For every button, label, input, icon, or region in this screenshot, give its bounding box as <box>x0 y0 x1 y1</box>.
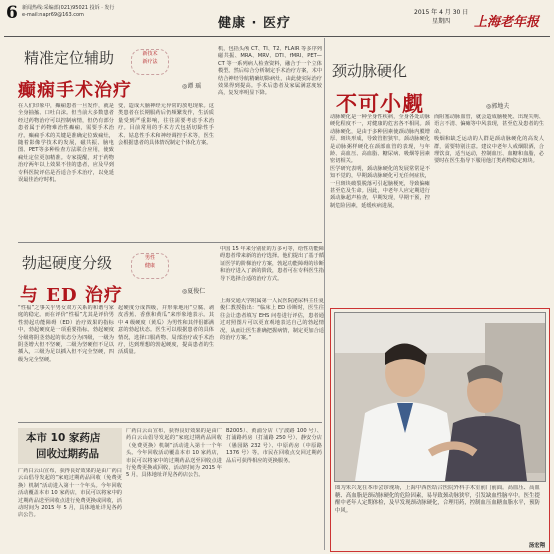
article2-byline: ◎夏俊仁 <box>182 288 206 295</box>
divider <box>18 422 322 423</box>
paragraph: 机，包括头颅 CT、TI、T2、FLAIR 等多序列磁共振、MRA、MRV、DTI、fMRI、PET—CT 等一系列病人检查资料，融合于一个立体模型。然后综合分析制定手术治疗方案，术中结合神经导航精确切除病灶，由此使实际治疗效果得到提高。手术后患者及家属满意度较高，复发率明显下降。 <box>218 46 322 97</box>
section-title: 健康 · 医疗 <box>218 16 291 31</box>
article1-body-col2 <box>118 103 214 237</box>
article2-body-col2 <box>118 305 214 417</box>
article2-body-col3 <box>220 246 324 294</box>
article2-headline: 与 ED 治疗 <box>20 285 123 306</box>
badge-line: 新技术 <box>142 51 158 57</box>
paragraph: 广药白云山宣布，获得良好效果的是由广药白云山倡导发起的“家庭过期药品回收（免费更换）机制”活动进入第十一个年头。今年回收活动覆盖本市 10 家药店，市民可以将家中的过期药品送至回收点进行免费更换或回收，活动时间为 2015 年 5 月，具体地址详见各药店公告。 <box>126 428 222 479</box>
photo-caption: 图为朱兴龙在本市会诊现场，上海中西医结合医院外科手术室前门前面。高血压、高血糖、高血脂是颈动脉硬化的危险因素，易导致颈动脉狭窄，引发缺血性脑卒中。医生提醒中老年人定期体检，及早发现颈动脉硬化，合理用药，控制血压血糖血脂水平，预防中风。 <box>335 485 540 514</box>
article1-body-col3 <box>218 46 322 236</box>
photo-frame <box>330 308 550 552</box>
paragraph: 变，造成大脑神经元异常的放电现象。这类患者在长期服药后仍频繁发作，生活质量受到严重影响，往往需要考虑手术治疗。目前常用的手术方式包括切除性手术、姑息性手术和神经调控手术等，医生会根据患者的具体情况制定个体化方案。 <box>118 103 214 147</box>
article3-kicker: 颈动脉硬化 <box>332 62 408 80</box>
photo-credit: 汤宏翔 <box>528 543 545 549</box>
paragraph: 在人们印象中，癫痫患者一旦发作，就是全身抽搐、口吐白沫。但当前大多数患者经过药物治疗可以控制病情，但仍有部分患者属于药物难治性癫痫，需要手术治疗。癫痫手术的关键是准确定位致痫灶，随着影像学技术的发展，磁共振、脑电图、PET等多种检查方法联合应用，使致痫灶定位更加精准。专家提醒，对于药物治疗两年以上效果不佳的患者，应及早到专科医院评估是否适合手术治疗，以免延误最佳治疗时机。 <box>18 103 114 184</box>
article2-kicker: 勃起硬度分级 <box>22 254 113 272</box>
page-number: 6 <box>6 3 18 23</box>
article1-byline: ◎谭 瑶 <box>182 83 202 90</box>
weekday: 星期四 <box>432 18 451 25</box>
paragraph: B2005）、黄浦分店（宁波路 100 号）、打浦路药房（打浦路 250 号）、静安分店（愚园路 232 号）、中原药房（中原路 1376 号）等。市民在回收点交回过期药品后可获得相应的更换服务。 <box>226 428 322 464</box>
divider <box>18 242 322 243</box>
article1-kicker: 精准定位辅助 <box>24 49 115 67</box>
hotline: 新闻热线:采编部(021)95021 投诉 · 发行 <box>22 5 115 11</box>
column-rule <box>324 38 325 550</box>
article3-byline: ◎郭地夫 <box>486 103 510 110</box>
article2-body-col4 <box>220 298 324 418</box>
badge-line: 新疗法 <box>142 59 158 65</box>
article3-headline: 不可小觑 <box>336 91 424 116</box>
paragraph: 中国 15 年来分别征的万多可等，给性功能障碍患者带来新的治疗选择。他们提出了基于循证医学的阶梯治疗方案，勃起功能障碍的诊断和治疗进入了新的阶段，患者可在专科医生指导下选择合适的治疗方式。 <box>220 246 324 282</box>
badge-new-tech <box>131 49 169 75</box>
badge-male-health <box>131 253 169 279</box>
article2-body <box>18 305 114 417</box>
badge-line: 男性 <box>144 255 155 261</box>
paragraph: 广药白云山宣布，获得良好效果的是由广药白云山倡导发起的“家庭过期药品回收（免费更换）机制”活动进入第十一个年头。今年回收活动覆盖本市 10 家药店，市民可以将家中的过期药品送至回收点进行免费更换或回收，活动时间为 2015 年 5 月，具体地址详见各药店公告。 <box>18 468 122 519</box>
article3-body <box>330 114 430 304</box>
notice-body-col3 <box>226 428 322 548</box>
article3-body-col2 <box>434 114 544 304</box>
paragraph: 吸烟和缺乏运动的人群是颈动脉硬化的高发人群，需要特别注意。建议中老年人戒烟限酒，合理饮食，适当运动，控制血压、血糖和血脂，必要时在医生指导下服用他汀类药物稳定斑块。 <box>434 136 544 165</box>
badge-line: 健康 <box>144 263 155 269</box>
paragraph: 上海交通大学附属第一人民医院泌尿科主任夏俊仁教授指出：“临床上 ED 诊断时，医生往往会让患者填写 EHS 问卷进行评估，患者通过对照图片可以更直观地表达自己的勃起情况，从而让医生准确把握病情，制定更加合适的治疗方案。” <box>220 298 324 342</box>
header-rule <box>4 36 550 37</box>
notice-heading-box <box>18 428 122 464</box>
date-box <box>414 8 468 26</box>
date: 2015 年 4 月 30 日 <box>414 9 469 16</box>
notice-body <box>18 468 122 548</box>
notice-headline-2: 回收过期药品 <box>36 448 99 460</box>
paragraph: 医学研究表明，颈动脉硬化的发展常常是不知不觉的，早期颈动脉硬化可无任何症状，一旦斑块破裂脱落可引起脑梗死，导致偏瘫甚至危及生命。因此，中老年人应定期进行颈动脉超声检查，早期发现，早期干预，控制危险因素，延缓疾病进展。 <box>330 165 430 209</box>
paragraph: 而阻塞动脉血管，就会造成脑梗死、出现失明、语言不清、偏瘫等中风表现，甚至危及患者的生命。 <box>434 114 544 135</box>
notice-headline-1: 本市 10 家药店 <box>26 432 101 444</box>
doctor-illustration <box>335 313 545 481</box>
paragraph: 起硬度分成四级，并形象地用“豆腐、剥皮香蕉、香蕉和黄瓜”来形象地表示。其中 4 级硬度（黄瓜）为男性和其伴侣都满意的勃起状态。医生可以根据患者的具体情况，选择口服药物、局部治疗或手术治疗，达到理想的勃起硬度，提高患者的生活质量。 <box>118 305 214 356</box>
brand-logo: 上海老年报 <box>474 15 540 30</box>
article1-body <box>18 103 114 237</box>
article1-headline: 癫痫手术治疗 <box>18 80 132 101</box>
paragraph: 动脉硬化是一种全身性疾病，全身各处动脉硬化程度不一，对健康的危害各不相同。颈动脉硬化，是由于多种因素使颈动脉内膜增厚、斑块形成，导致管腔狭窄。颈动脉硬化是动脉粥样硬化在颈部血管的表现，与年龄、高血压、高血脂、糖尿病、吸烟等因素密切相关。 <box>330 114 430 165</box>
paragraph: “性福”之事关乎男女双方关系的和谐与家庭的稳定。而在评价“性福”尤其是评价男性勃起功能障碍（ED）治疗效果的指标中，勃起硬度是一项重要指标。勃起硬度分级将阴茎勃起的状态分为四级，一级为阴茎增大但不坚硬，二级为坚硬但不足以插入，三级为足以插入但不完全坚硬，四级为完全坚硬。 <box>18 305 114 363</box>
masthead <box>0 0 554 40</box>
notice-body-col2 <box>126 428 222 548</box>
doctor-photo <box>334 312 546 482</box>
email: e-mail:napr69@163.com <box>22 12 84 18</box>
